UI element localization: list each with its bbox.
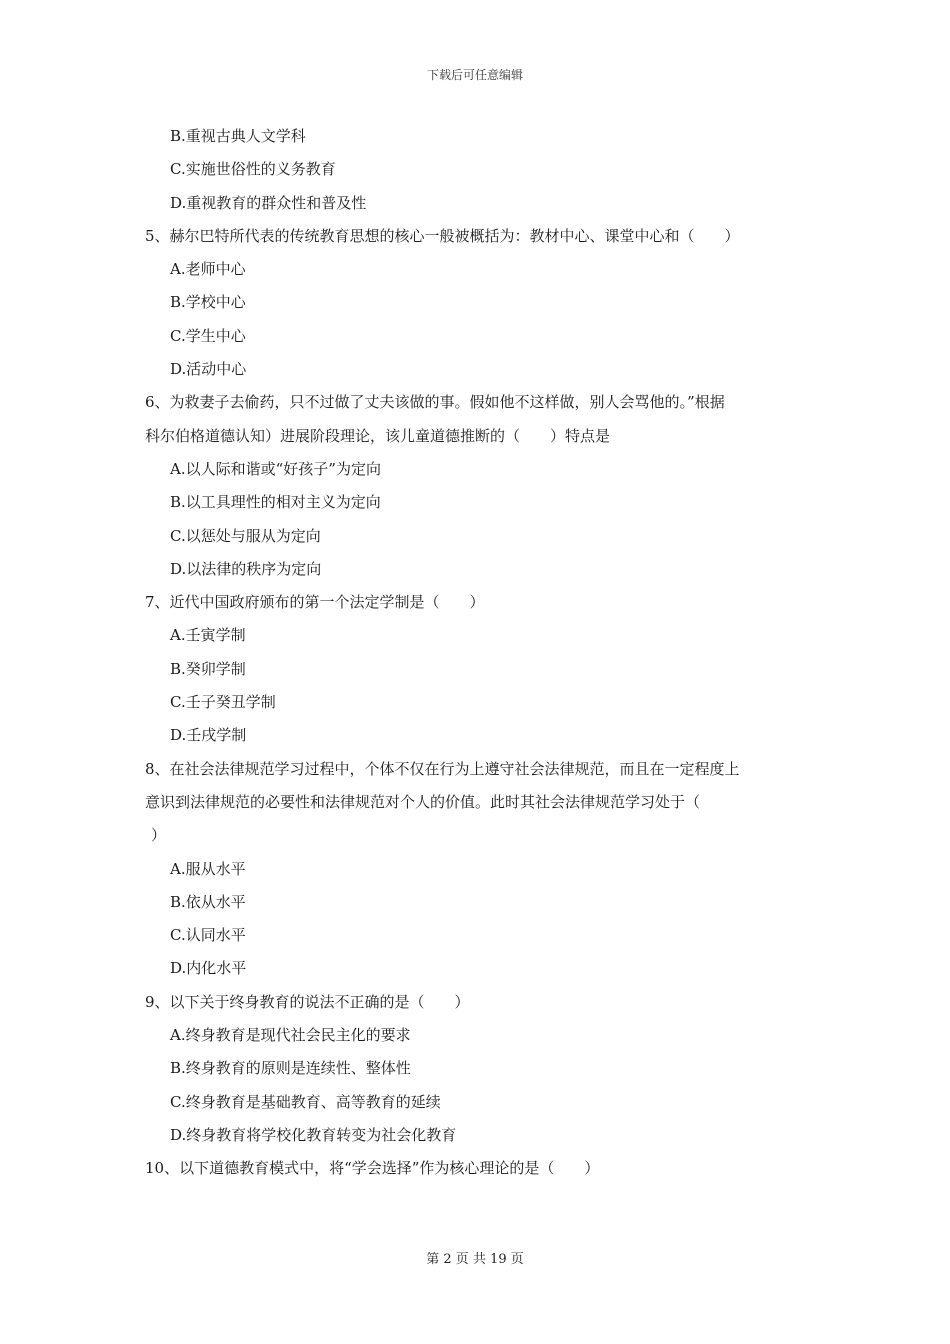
page-footer: 第 2 页 共 19 页 bbox=[426, 1252, 524, 1267]
answer-option: C.以惩处与服从为定向 bbox=[170, 526, 321, 545]
answer-option: A.以人际和谐或“好孩子”为定向 bbox=[170, 459, 381, 478]
document-body bbox=[145, 120, 810, 1186]
answer-option: C.壬子癸丑学制 bbox=[170, 693, 276, 712]
question-stem: 5、赫尔巴特所代表的传统教育思想的核心一般被概括为：教材中心、课堂中心和（ ） bbox=[145, 226, 740, 245]
answer-option: C.终身教育是基础教育、高等教育的延续 bbox=[170, 1092, 441, 1111]
question-stem: 9、以下关于终身教育的说法不正确的是（ ） bbox=[145, 992, 470, 1011]
answer-option: C.认同水平 bbox=[170, 926, 246, 945]
question-stem: 7、近代中国政府颁布的第一个法定学制是（ ） bbox=[145, 593, 485, 612]
question-stem-continuation: 科尔伯格道德认知）进展阶段理论，该儿童道德推断的（ ）特点是 bbox=[145, 426, 611, 445]
question-stem: 10、以下道德教育模式中，将“学会选择”作为核心理论的是（ ） bbox=[145, 1159, 600, 1178]
page-header: 下载后可任意编辑 bbox=[426, 68, 523, 82]
question-stem-continuation: ） bbox=[151, 826, 167, 845]
answer-option: C.学生中心 bbox=[170, 326, 246, 345]
answer-option: A.终身教育是现代社会民主化的要求 bbox=[170, 1026, 411, 1045]
answer-option: B.依从水平 bbox=[170, 892, 246, 911]
answer-option: A.老师中心 bbox=[170, 260, 246, 279]
answer-option: B.重视古典人文学科 bbox=[170, 127, 306, 145]
answer-option: D.内化水平 bbox=[170, 959, 247, 978]
answer-option: D.壬戌学制 bbox=[170, 726, 247, 745]
answer-option: B.以工具理性的相对主义为定向 bbox=[170, 493, 381, 512]
answer-option: D.重视教育的群众性和普及性 bbox=[170, 193, 367, 212]
answer-option: B.学校中心 bbox=[170, 293, 246, 312]
answer-option: C.实施世俗性的义务教育 bbox=[170, 160, 336, 179]
answer-option: B.癸卯学制 bbox=[170, 659, 246, 678]
answer-option: A.服从水平 bbox=[170, 859, 246, 878]
question-stem-continuation: 意识到法律规范的必要性和法律规范对个人的价值。此时其社会法律规范学习处于（ bbox=[145, 792, 701, 811]
answer-option: D.活动中心 bbox=[170, 360, 247, 379]
answer-option: D.终身教育将学校化教育转变为社会化教育 bbox=[170, 1125, 457, 1144]
answer-option: D.以法律的秩序为定向 bbox=[170, 559, 322, 578]
answer-option: A.壬寅学制 bbox=[170, 626, 246, 645]
question-stem: 8、在社会法律规范学习过程中，个体不仅在行为上遵守社会法律规范，而且在一定程度上 bbox=[145, 759, 740, 778]
answer-option: B.终身教育的原则是连续性、整体性 bbox=[170, 1059, 411, 1078]
question-stem: 6、为救妻子去偷药，只不过做了丈夫该做的事。假如他不这样做，别人会骂他的。”根据 bbox=[145, 393, 725, 412]
